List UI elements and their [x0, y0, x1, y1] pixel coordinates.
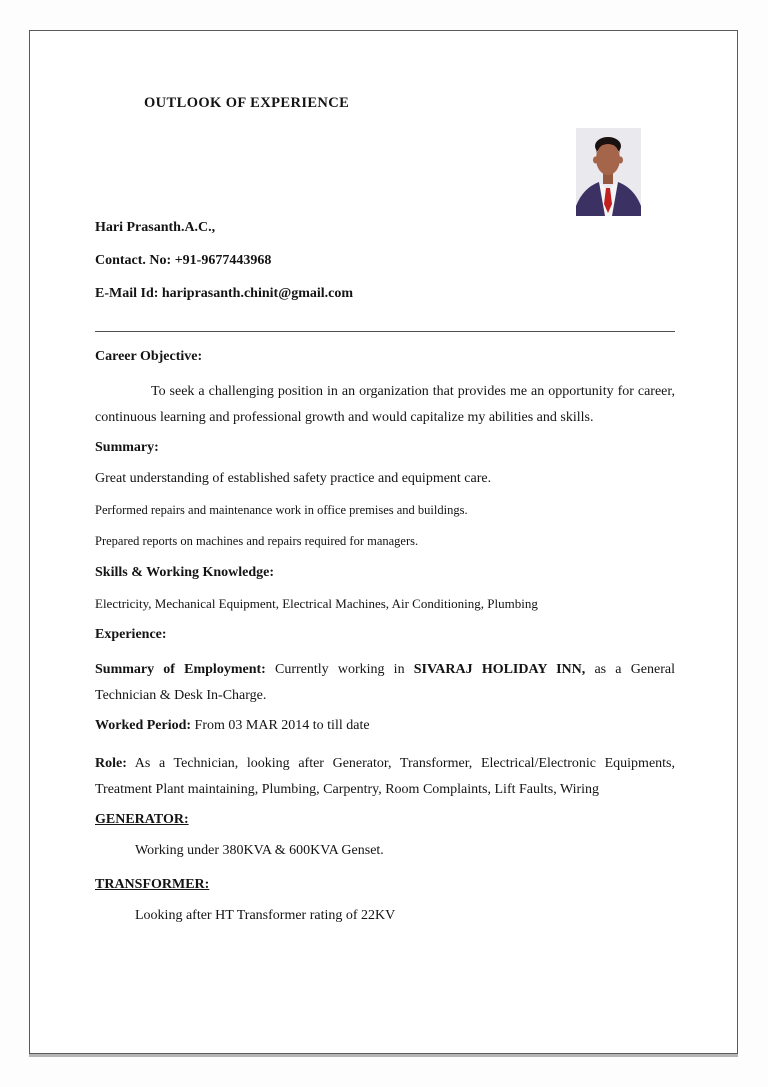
applicant-photo-graphic: [576, 128, 641, 216]
summary-item: Performed repairs and maintenance work in office premises and buildings.: [95, 503, 468, 517]
employment-company: SIVARAJ HOLIDAY INN,: [413, 662, 586, 677]
role-description: [95, 751, 675, 803]
employment-summary: [95, 657, 675, 709]
contact-block: [95, 219, 675, 302]
transformer-text: Looking after HT Transformer rating of 22KV: [135, 908, 396, 923]
heading-career-objective: Career Objective:: [95, 349, 203, 364]
worked-period-value: From 03 MAR 2014 to till date: [194, 718, 370, 733]
heading-generator: GENERATOR:: [95, 812, 189, 827]
employment-suffix: as a General Technician & Desk In-Charge.: [95, 662, 675, 703]
divider: [95, 331, 675, 332]
worked-period: [95, 717, 675, 735]
contact-number: Contact. No: +91-9677443968: [95, 253, 272, 268]
contact-email: E-Mail Id: hariprasanth.chinit@gmail.com: [95, 286, 354, 301]
worked-period-label: Worked Period:: [95, 718, 192, 733]
role-value: As a Technician, looking after Generator, Transformer, Electrical/Electronic Equipments, Treatment Plant maintaining, Plumbing, Carpentry, Room Complaints, Lift Faults, Wiring: [95, 756, 676, 797]
resume-page: [29, 30, 738, 1054]
heading-skills: Skills & Working Knowledge:: [95, 565, 275, 580]
role-label: Role:: [95, 756, 127, 771]
summary-item: Great understanding of established safety practice and equipment care.: [95, 471, 492, 486]
photo-face: [596, 143, 620, 175]
heading-summary: Summary:: [95, 440, 159, 455]
page-title: OUTLOOK OF EXPERIENCE: [144, 95, 350, 111]
heading-experience: Experience:: [95, 627, 167, 642]
skills-list: Electricity, Mechanical Equipment, Electrical Machines, Air Conditioning, Plumbing: [95, 596, 538, 611]
summary-item: Prepared reports on machines and repairs required for managers.: [95, 534, 419, 548]
applicant-name: Hari Prasanth.A.C.,: [95, 220, 216, 235]
career-objective-text: To seek a challenging position in an organization that provides me an opportunity for career, continuous learning and professional growth and would capitalize my abilities and skills.: [95, 384, 675, 425]
employment-label: Summary of Employment:: [95, 662, 266, 677]
heading-transformer: TRANSFORMER:: [95, 877, 210, 892]
employment-prefix: Currently working in: [275, 662, 405, 677]
generator-text: Working under 380KVA & 600KVA Genset.: [135, 843, 384, 858]
applicant-photo: [576, 128, 641, 216]
